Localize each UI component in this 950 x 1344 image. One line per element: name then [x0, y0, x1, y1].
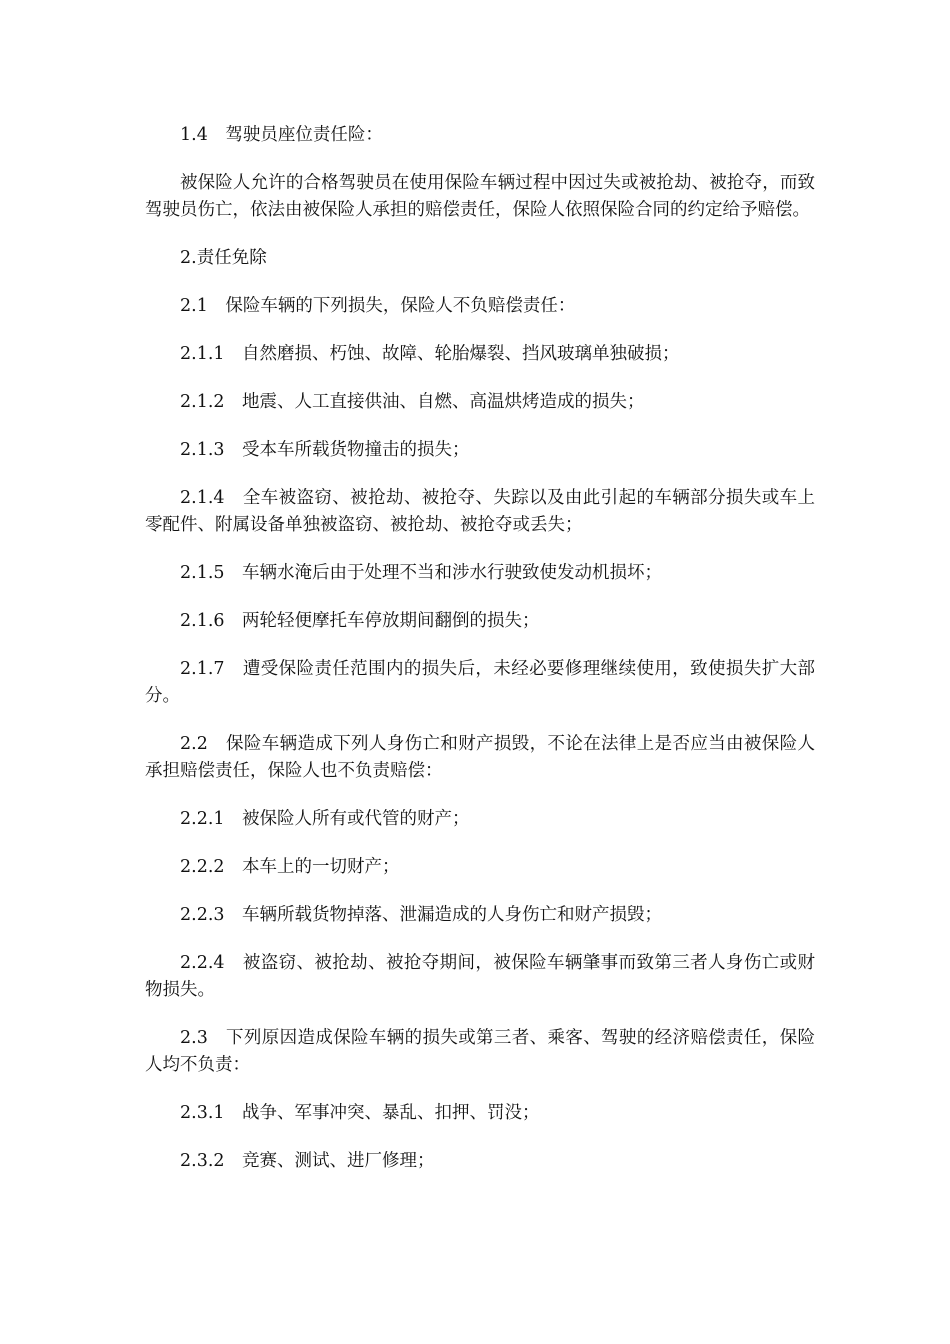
clause-2-1-3: 2.1.3 受本车所载货物撞击的损失； — [180, 440, 470, 460]
document-body — [145, 122, 815, 1196]
clause-2-1-4: 2.1.4 全车被盗窃、被抢劫、被抢夺、失踪以及由此引起的车辆部分损失或车上零配件、附属设备单独被盗窃、被抢劫、被抢夺或丢失； — [145, 488, 815, 535]
clause-2-1-7: 2.1.7 遭受保险责任范围内的损失后，未经必要修理继续使用，致使损失扩大部分。 — [145, 659, 815, 706]
clause-2-1-2: 2.1.2 地震、人工直接供油、自燃、高温烘烤造成的损失； — [180, 392, 645, 412]
clause-1-4-heading: 1.4 驾驶员座位责任险： — [180, 125, 383, 145]
clause-1-4-text: 被保险人允许的合格驾驶员在使用保险车辆过程中因过失或被抢劫、被抢夺，而致驾驶员伤亡，依法由被保险人承担的赔偿责任，保险人依照保险合同的约定给予赔偿。 — [145, 173, 815, 220]
clause-2-3-1: 2.3.1 战争、军事冲突、暴乱、扣押、罚没； — [180, 1103, 540, 1123]
clause-2-2-1: 2.2.1 被保险人所有或代管的财产； — [180, 809, 470, 829]
clause-2-2: 2.2 保险车辆造成下列人身伤亡和财产损毁，不论在法律上是否应当由被保险人承担赔偿责任，保险人也不负责赔偿： — [145, 734, 815, 781]
clause-2-2-4: 2.2.4 被盗窃、被抢劫、被抢夺期间，被保险车辆肇事而致第三者人身伤亡或财物损失。 — [145, 953, 815, 1000]
clause-2-3: 2.3 下列原因造成保险车辆的损失或第三者、乘客、驾驶的经济赔偿责任，保险人均不负责： — [145, 1028, 815, 1075]
clause-2-2-2: 2.2.2 本车上的一切财产； — [180, 857, 400, 877]
clause-2-1-1: 2.1.1 自然磨损、朽蚀、故障、轮胎爆裂、挡风玻璃单独破损； — [180, 344, 680, 364]
clause-2-1-5: 2.1.5 车辆水淹后由于处理不当和涉水行驶致使发动机损坏； — [180, 563, 663, 583]
clause-2-1: 2.1 保险车辆的下列损失，保险人不负赔偿责任： — [180, 296, 576, 316]
clause-2-1-6: 2.1.6 两轮轻便摩托车停放期间翻倒的损失； — [180, 611, 540, 631]
clause-2-3-2: 2.3.2 竞赛、测试、进厂修理； — [180, 1151, 435, 1171]
section-2-heading: 2.责任免除 — [180, 248, 267, 268]
clause-2-2-3: 2.2.3 车辆所载货物掉落、泄漏造成的人身伤亡和财产损毁； — [180, 905, 663, 925]
